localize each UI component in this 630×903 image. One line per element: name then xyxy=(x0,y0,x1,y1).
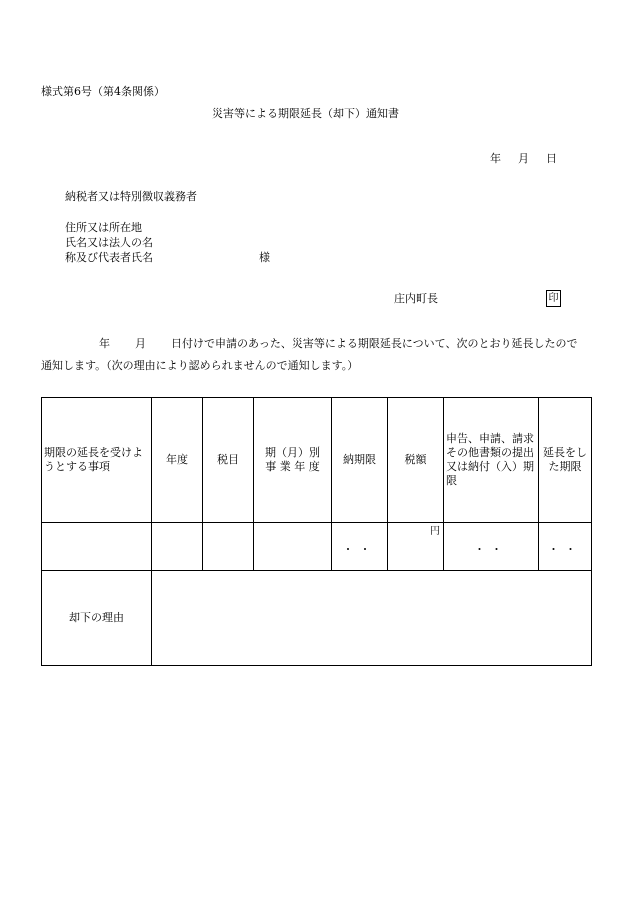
name-label-line2: 称及び代表者氏名 xyxy=(65,251,153,264)
cell-tax-amount xyxy=(388,523,444,571)
header-tax-item: 税目 xyxy=(203,398,254,523)
table-header-row xyxy=(42,398,592,523)
document-title: 災害等による期限延長（却下）通知書 xyxy=(212,107,399,120)
reject-reason-field xyxy=(152,571,592,666)
body-text: 日付けで申請のあった、災害等による期限延長について、次のとおり延長したので通知します。（次の理由により認められませんので通知します。） xyxy=(41,337,578,372)
body-year: 年 xyxy=(99,337,110,350)
seal-box: 印 xyxy=(546,290,561,307)
address-label: 住所又は所在地 xyxy=(65,221,142,234)
cell-tax-item xyxy=(203,523,254,571)
header-filing-deadline: 申告、申請、請求その他書類の提出又は納付（入）期限 xyxy=(444,398,539,523)
cell-subject xyxy=(42,523,152,571)
body-month: 月 xyxy=(135,337,146,350)
yen-unit: 円 xyxy=(430,526,440,537)
header-extended-deadline: 延長をした期限 xyxy=(539,398,592,523)
header-fiscal-year: 年度 xyxy=(152,398,203,523)
cell-extended-deadline: ・・ xyxy=(539,523,592,571)
date-day: 日 xyxy=(546,152,557,165)
date-line xyxy=(490,152,557,165)
honorific: 様 xyxy=(259,251,270,264)
extension-table xyxy=(41,397,592,666)
date-year: 年 xyxy=(490,152,501,165)
date-month: 月 xyxy=(518,152,529,165)
header-due-date: 納期限 xyxy=(332,398,388,523)
reject-row xyxy=(42,571,592,666)
header-subject: 期限の延長を受けようとする事項 xyxy=(42,398,152,523)
addressee-label: 納税者又は特別徴収義務者 xyxy=(65,190,197,203)
cell-filing-deadline: ・・ xyxy=(444,523,539,571)
cell-fiscal-year xyxy=(152,523,203,571)
name-label-line1: 氏名又は法人の名 xyxy=(65,236,153,249)
header-tax-amount: 税額 xyxy=(388,398,444,523)
cell-due-date: ・・ xyxy=(332,523,388,571)
header-period: 期（月）別 事 業 年 度 xyxy=(254,398,332,523)
issuer-title: 庄内町長 xyxy=(394,292,438,305)
cell-period xyxy=(254,523,332,571)
form-number: 様式第6号（第4条関係） xyxy=(41,85,165,98)
table-row xyxy=(42,523,592,571)
notice-body xyxy=(41,333,586,377)
reject-reason-label: 却下の理由 xyxy=(42,571,152,666)
